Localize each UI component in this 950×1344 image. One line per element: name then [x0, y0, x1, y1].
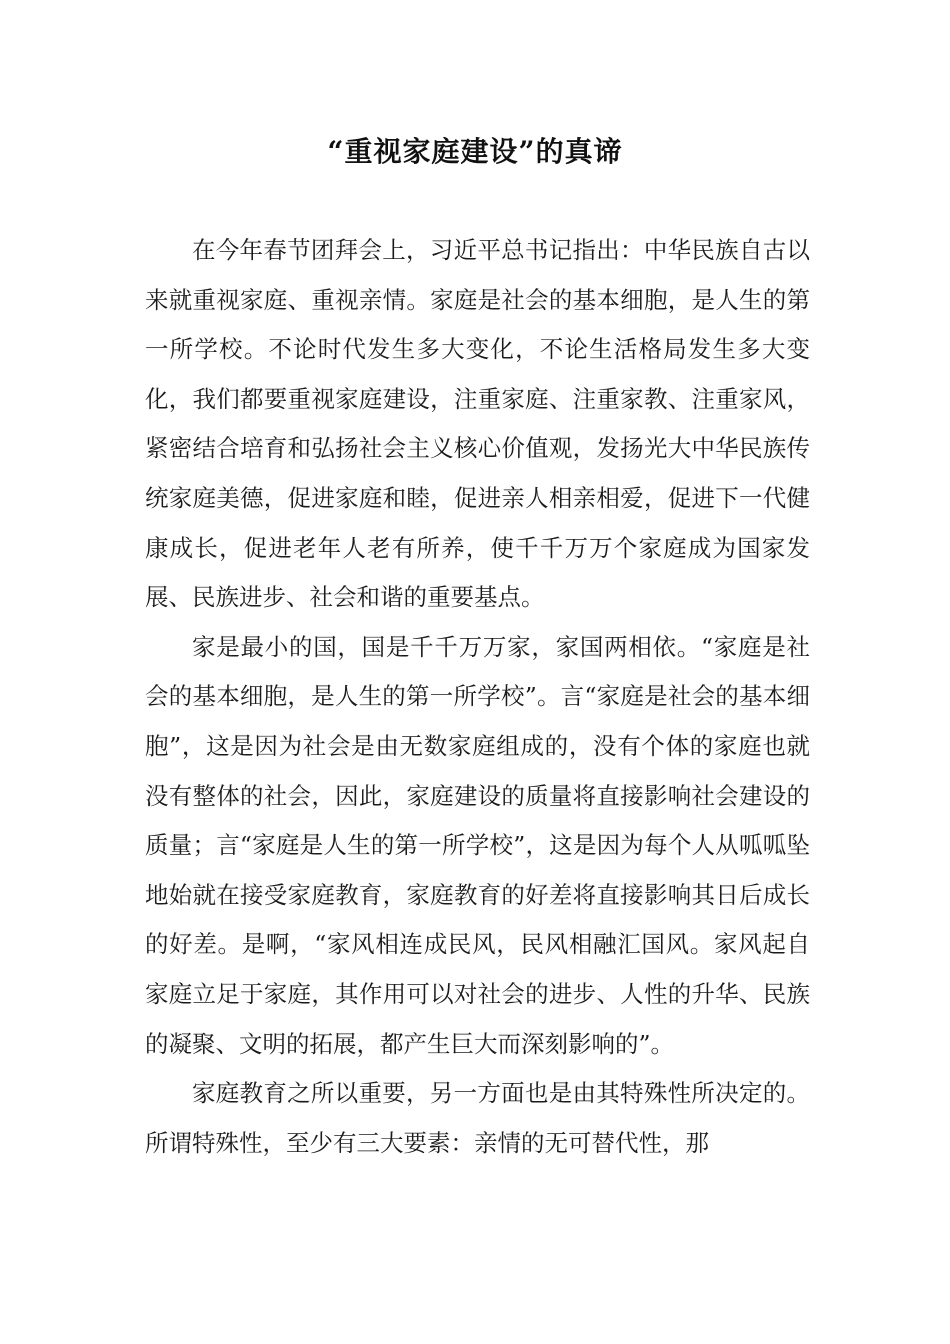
page-title: “重视家庭建设”的真谛	[327, 135, 623, 168]
paragraph-1: 在今年春节团拜会上，习近平总书记指出：中华民族自古以来就重视家庭、重视亲情。家庭是社会的基本细胞，是人生的第一所学校。不论时代发生多大变化，不论生活格局发生多大变化，我们都要重视家庭建设，注重家庭、注重家教、注重家风，紧密结合培育和弘扬社会主义核心价值观，发扬光大中华民族传统家庭美德，促进家庭和睦，促进亲人相亲相爱，促进下一代健康成长，促进老年人老有所养，使千千万万个家庭成为国家发展、民族进步、社会和谐的重要基点。	[145, 236, 810, 612]
article-body	[145, 226, 810, 1168]
paragraph-3: 家庭教育之所以重要，另一方面也是由其特殊性所决定的。所谓特殊性，至少有三大要素：亲情的无可替代性，那	[145, 1079, 810, 1157]
paragraph-2: 家是最小的国，国是千千万万家，家国两相依。“家庭是社会的基本细胞，是人生的第一所学校”。言“家庭是社会的基本细胞”，这是因为社会是由无数家庭组成的，没有个体的家庭也就没有整体的社会，因此，家庭建设的质量将直接影响社会建设的质量；言“家庭是人生的第一所学校”，这是因为每个人从呱呱坠地始就在接受家庭教育，家庭教育的好差将直接影响其日后成长的好差。是啊，“家风相连成民风，民风相融汇国风。家风起自家庭立足于家庭，其作用可以对社会的进步、人性的升华、民族的凝聚、文明的拓展，都产生巨大而深刻影响的”。	[145, 632, 810, 1058]
